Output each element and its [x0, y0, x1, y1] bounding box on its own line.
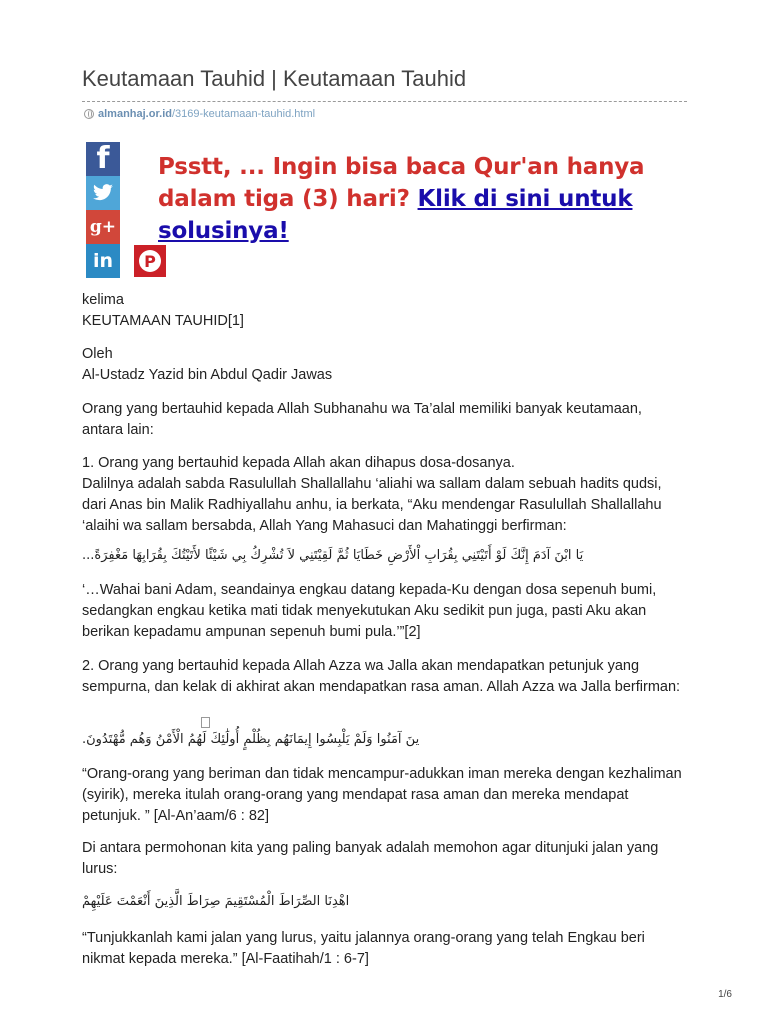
promo-link[interactable]: Klik di sini untuk solusinya!: [158, 186, 633, 244]
twitter-share-button[interactable]: [86, 176, 120, 210]
line-kelima: kelima: [82, 292, 124, 308]
verse1-translation: “Orang-orang yang beriman dan tidak mencampur-adukkan iman mereka dengan kezhaliman (syirik), mereka itulah orang-orang yang mendapat rasa aman dan mereka mendapat petunjuk. ” [Al-An’aam/6 : 82]: [82, 766, 682, 824]
arabic-hadith: يَا ابْنَ آدَمَ إِنَّكَ لَوْ أَتَيْتَنِي بِقُرَابِ اْلأَرْضِ خَطَايَا ثُمَّ لَقِيْتَنِي لاَ تُشْرِكُ بِي شَيْئًا لأَتَيْتُكَ بِقُرَابِهَا مَغْفِرَةً...: [82, 548, 584, 563]
linkedin-icon: in: [92, 250, 114, 272]
twitter-icon: [92, 184, 114, 202]
globe-icon: [84, 109, 94, 119]
pinterest-share-button[interactable]: [134, 245, 166, 277]
author-name: Al-Ustadz Yazid bin Abdul Qadir Jawas: [82, 367, 333, 383]
googleplus-share-button[interactable]: [86, 210, 120, 244]
article-heading: KEUTAMAAN TAUHID[1]: [82, 313, 244, 329]
oleh-label: Oleh: [82, 346, 113, 362]
point1-title: 1. Orang yang bertauhid kepada Allah akan dihapus dosa-dosanya.: [82, 455, 515, 471]
verse2-translation: “Tunjukkanlah kami jalan yang lurus, yaitu jalannya orang-orang yang telah Engkau beri nikmat kepada mereka.” [Al-Faatihah/1 : 6-7]: [82, 930, 645, 967]
facebook-share-button[interactable]: [86, 142, 120, 176]
promo-banner: [158, 151, 698, 247]
arabic-verse-2: اهْدِنَا الصِّرَاطَ الْمُسْتَقِيمَ صِرَاطَ الَّذِينَ أَنْعَمْتَ عَلَيْهِمْ: [82, 894, 350, 909]
googleplus-icon: g+: [89, 217, 117, 237]
source-url[interactable]: [84, 108, 315, 120]
pinterest-icon: P: [144, 251, 156, 271]
document-title: Keutamaan Tauhid | Keutamaan Tauhid: [82, 66, 467, 91]
page-number: 1/6: [718, 989, 732, 1000]
promo-text: Psstt, ... Ingin bisa baca Qur'an hanya dalam tiga (3) hari?: [158, 154, 645, 212]
url-domain: almanhaj.or.id: [98, 108, 172, 120]
point1-text: Dalilnya adalah sabda Rasulullah Shallallahu ‘aliahi wa sallam dalam sebuah hadits qudsi, dari Anas bin Malik Radhiyallahu anhu, ia berkata, “Aku mendengar Rasulullah Shallallahu ‘alaihi wa sallam bersabda, Allah Yang Mahasuci dan Mahatinggi berfirman:: [82, 476, 662, 534]
paragraph-3: Di antara permohonan kita yang paling banyak adalah memohon agar ditunjuki jalan yang lurus:: [82, 840, 659, 877]
intro-paragraph: Orang yang bertauhid kepada Allah Subhanahu wa Ta’alal memiliki banyak keutamaan, antara lain:: [82, 401, 642, 438]
arabic-verse-1: ينَ آمَنُوا وَلَمْ يَلْبِسُوا إِيمَانَهُم بِظُلْمٍ أُولَٰئِكَ لَهُمُ الْأَمْنُ وَهُم مُّهْتَدُونَ.: [82, 732, 420, 747]
point2-text: 2. Orang yang bertauhid kepada Allah Azza wa Jalla akan mendapatkan petunjuk yang sempurna, dan kelak di akhirat akan mendapatkan rasa aman. Allah Azza wa Jalla berfirman:: [82, 658, 681, 695]
url-path: /3169-keutamaan-tauhid.html: [171, 108, 316, 120]
facebook-icon: f: [96, 141, 110, 176]
linkedin-share-button[interactable]: [86, 244, 120, 278]
missing-glyph-box: [201, 717, 210, 728]
title-divider: [82, 101, 687, 102]
hadith-translation: ‘…Wahai bani Adam, seandainya engkau datang kepada-Ku dengan dosa sepenuh bumi, sedangkan engkau ketika mati tidak menyekutukan Aku sedikit pun juga, pasti Aku akan berikan kepadamu ampunan sepenuh bumi pula.’”[2]: [82, 582, 657, 640]
